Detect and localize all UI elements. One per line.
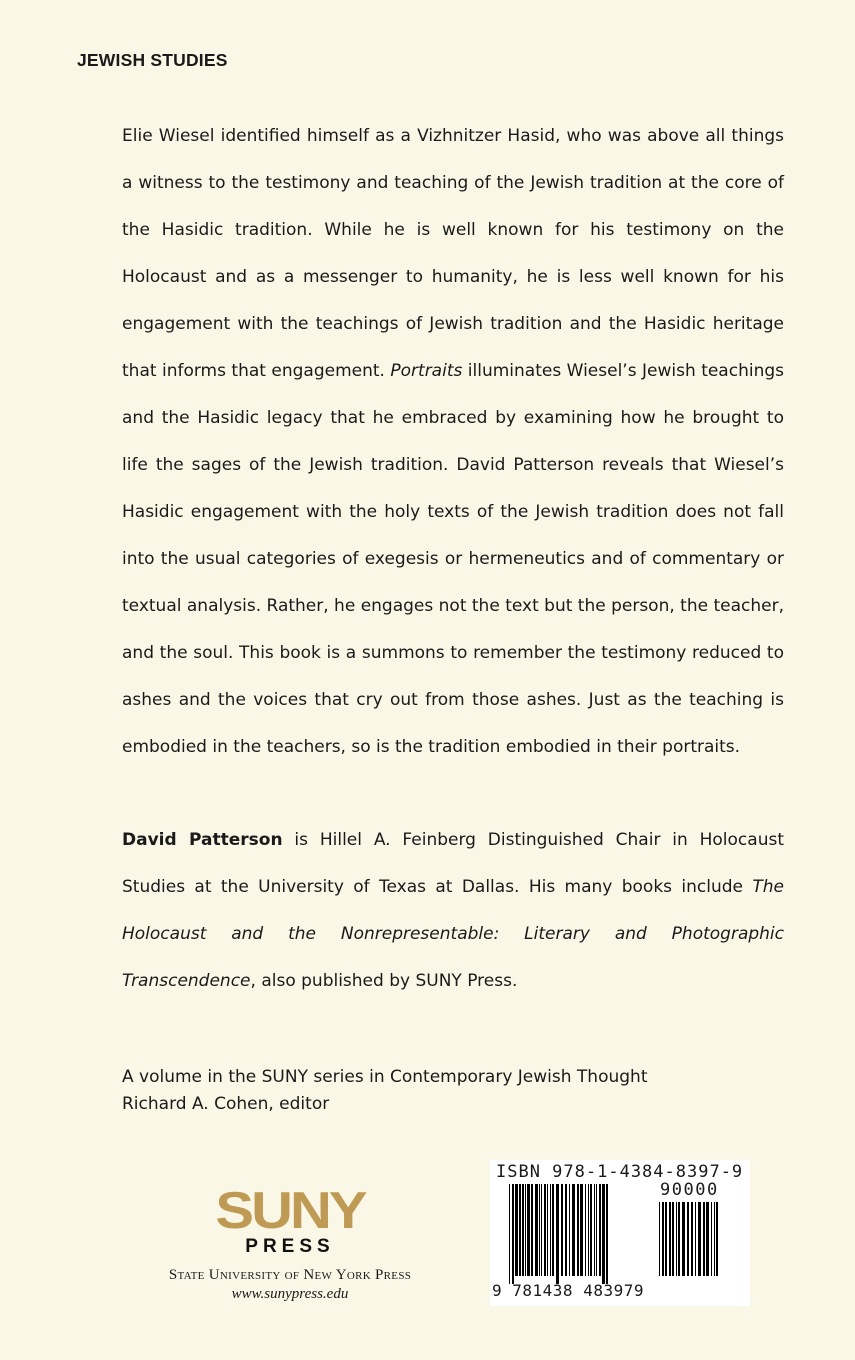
barcode-bar — [716, 1202, 718, 1276]
isbn-barcode — [490, 1160, 750, 1306]
price-code: 90000 — [660, 1180, 719, 1200]
barcode-bar — [522, 1184, 524, 1276]
ean-digits: 9 781438 483979 — [492, 1281, 644, 1300]
barcode-bar — [512, 1184, 514, 1284]
barcode-bar — [550, 1184, 551, 1276]
barcode-bar — [590, 1184, 592, 1276]
author-name: David Patterson — [122, 830, 283, 850]
author-bio-text-end: , also published by SUNY Press. — [250, 971, 518, 991]
series-editor: Richard A. Cohen, editor — [122, 1094, 330, 1114]
author-bio — [122, 817, 784, 1005]
barcode-bar — [525, 1184, 526, 1276]
barcode-bar — [535, 1184, 538, 1276]
barcode-bar — [580, 1184, 583, 1276]
barcode-bar — [552, 1184, 554, 1276]
publisher-url: www.sunypress.edu — [231, 1286, 349, 1302]
other-book-title: The Holocaust and the Nonrepresentable: Literary and Photographic Transcendence — [122, 877, 784, 991]
barcode-bar — [594, 1184, 595, 1276]
barcode-bar — [665, 1202, 667, 1276]
barcode-bar — [585, 1184, 586, 1276]
barcode-bar — [519, 1184, 521, 1276]
publisher-name: State University of New York Press — [168, 1267, 412, 1283]
series-name: A volume in the SUNY series in Contemporary Jewish Thought — [122, 1067, 648, 1087]
barcode-bar — [669, 1202, 671, 1276]
barcode-bar — [541, 1184, 542, 1276]
barcode-bar — [678, 1202, 680, 1276]
barcode-bar — [544, 1184, 546, 1276]
barcode-bar — [565, 1184, 567, 1276]
category-label: JEWISH STUDIES — [77, 50, 228, 70]
suny-wordmark: SUNY — [215, 1181, 365, 1240]
barcode-bar — [687, 1202, 689, 1276]
description-paragraph-2: illuminates Wiesel’s Jewish teachings and the Hasidic legacy that he embraced by examining how he brought to life the sages of the Jewish tradition. David Patterson reveals that Wiesel’s Hasidic engagement with the holy texts of the Jewish tradition does not fall into the usual categories of exegesis or hermeneutics and of commentary or textual analysis. Rather, he engages not the text but the person, the teacher, and the soul. This book is a summons to remember the testimony reduced to ashes and the voices that cry out from those ashes. Just as the teaching is embodied in the teachers, so is the tradition embodied in their portraits. — [122, 361, 784, 757]
barcode-bar — [659, 1202, 660, 1276]
barcode-bar — [714, 1202, 715, 1276]
barcode-bar — [569, 1184, 570, 1276]
series-note — [122, 1064, 648, 1118]
isbn-label: ISBN 978-1-4384-8397-9 — [496, 1162, 744, 1182]
addon-barcode-bars — [658, 1202, 742, 1284]
barcode-bar — [691, 1202, 693, 1276]
barcode-bar — [606, 1184, 608, 1284]
author-bio-text: is Hillel A. Feinberg Distinguished Chair in Holocaust Studies at the University of Texas at Dallas. His many books include — [122, 830, 784, 897]
barcode-bar — [588, 1184, 589, 1276]
barcode-bars — [508, 1184, 650, 1284]
barcode-bar — [662, 1202, 664, 1276]
barcode-bar — [596, 1184, 597, 1276]
book-description — [122, 113, 784, 771]
barcode-bar — [539, 1184, 540, 1276]
barcode-bar — [531, 1184, 533, 1276]
barcode-bar — [561, 1184, 563, 1276]
barcode-bar — [547, 1184, 548, 1276]
barcode-bar — [672, 1202, 674, 1276]
barcode-bar — [577, 1184, 579, 1276]
press-wordmark: PRESS — [245, 1236, 335, 1257]
barcode-bar — [527, 1184, 530, 1276]
barcode-bar — [706, 1202, 709, 1276]
barcode-bar — [556, 1184, 559, 1284]
barcode-bar — [515, 1184, 518, 1276]
barcode-bar — [602, 1184, 605, 1284]
description-paragraph-1: Elie Wiesel identified himself as a Vizhnitzer Hasid, who was above all things a witness to the testimony and teaching of the Jewish tradition at the core of the Hasidic tradition. While he is well known for his testimony on the Holocaust and as a messenger to humanity, he is less well known for his engagement with the teachings of Jewish tradition and the Hasidic heritage that informs that engagement. — [122, 126, 784, 381]
barcode-bar — [509, 1184, 510, 1284]
barcode-bar — [711, 1202, 712, 1276]
barcode-bar — [703, 1202, 705, 1276]
barcode-bar — [695, 1202, 696, 1276]
barcode-bar — [698, 1202, 701, 1276]
book-title: Portraits — [390, 361, 463, 381]
barcode-bar — [682, 1202, 685, 1276]
barcode-bar — [572, 1184, 575, 1276]
barcode-bar — [676, 1202, 677, 1276]
publisher-logo — [150, 1181, 430, 1303]
barcode-bar — [599, 1184, 601, 1276]
